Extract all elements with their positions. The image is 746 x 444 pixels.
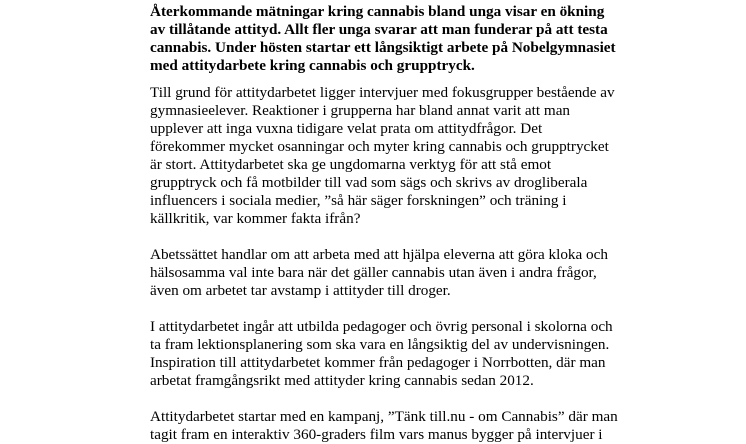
body-paragraph-1: Till grund för attitydarbetet ligger intervjuer med fokusgrupper bestående av gymnasieelever. Reaktioner i grupperna har bland annat varit att man upplever att inga vuxna tidigare velat prata om attitydfrågor. Det förekommer mycket osanningar och myter kring cannabis och grupptrycket är stort. Attitydarbetet ska ge ungdomarna verktyg för att stå emot grupptryck och få motbilder till vad som sägs och skrivs av drogliberala influencers i sociala medier, ”så här säger forskningen” och träning i källkritik, var kommer fakta ifrån? <box>150 84 615 227</box>
document-page <box>150 3 620 444</box>
body-paragraph-2: Abetssättet handlar om att arbeta med att hjälpa eleverna att göra kloka och hälsosamma val inte bara när det gäller cannabis utan även i andra frågor, även om arbetet tar avstamp i attityder till droger. <box>150 246 608 299</box>
body-paragraph-3: I attitydarbetet ingår att utbilda pedagoger och övrig personal i skolorna och ta fram lektionsplanering som ska vara en långsiktig del av undervisningen. Inspiration till attitydarbetet kommer från pedagoger i Norrbotten, där man arbetat framgångsrikt med attityder kring cannabis sedan 2012. <box>150 318 613 389</box>
body-paragraph-4: Attitydarbetet startar med en kampanj, ”Tänk till.nu - om Cannabis” där man tagit fram en interaktiv 360-graders film vars manus bygger på intervjuer i <box>150 408 618 443</box>
lede-paragraph: Återkommande mätningar kring cannabis bland unga visar en ökning av tillåtande attityd. Allt fler unga svarar att man funderar på att testa cannabis. Under hösten startar ett långsiktigt arbete på Nobelgymnasiet med attitydarbete kring cannabis och grupptryck. <box>150 3 616 74</box>
